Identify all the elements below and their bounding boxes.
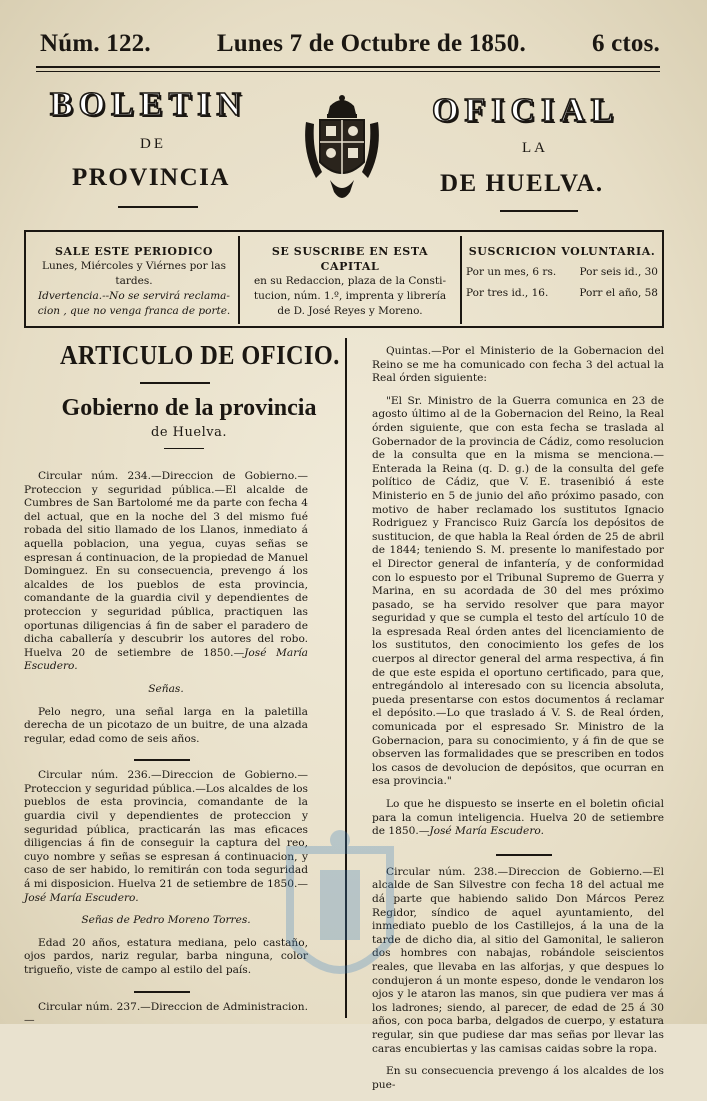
paragraph: Edad 20 años, estatura mediana, pelo castaño, ojos pardos, nariz regular, barba ninguna, color trigueño, viste de campo al estilo del país. — [24, 936, 308, 976]
article-subtitle: de Huelva. — [151, 425, 227, 440]
info-periodicity: SALE ESTE PERIODICO Lunes, Miércoles y Viérnes por las tardes. Idvertencia.--No se servirá reclama- cion , que no venga franca de porte. — [37, 245, 231, 317]
issue-price: 6 ctos. — [591, 30, 660, 57]
title-la: LA — [522, 140, 548, 156]
archive-watermark-icon — [270, 820, 410, 1010]
issue-date: Lunes 7 de Octubre de 1850. — [216, 30, 526, 57]
title-underline-right — [500, 210, 578, 212]
article-title: Gobierno de la provincia — [61, 395, 317, 421]
masthead-rule-thin — [36, 71, 660, 72]
title-boletin: BOLETIN — [50, 86, 247, 123]
masthead-rule — [36, 66, 660, 68]
title-de-huelva: DE HUELVA. — [440, 170, 604, 197]
info-subscribe-capital: SE SUSCRIBE EN ESTA CAPITAL en su Redaccion, plaza de la Consti- tucion, núm. 1.º, imprenta y librería de D. José Reyes y Moreno. — [253, 245, 447, 317]
section-heading: ARTICULO DE OFICIO. — [60, 340, 340, 370]
price-row: Por tres id., 16. Porr el año, 58 — [466, 287, 658, 299]
title-provincia: PROVINCIA — [72, 164, 230, 191]
left-column-text — [24, 470, 308, 1037]
ornament-rule — [140, 382, 210, 384]
masthead — [40, 30, 660, 58]
royal-crest-icon — [300, 92, 384, 206]
paragraph: Circular núm. 234.—Direccion de Gobierno.—Proteccion y seguridad pública.—El alcalde de Cumbres de San Bartolomé me da parte con fecha 4 del actual, que en la noche del 3 del mismo fué robada del sitio llamado de los Llanos, inmediato á aquella poblacion, una yegua, cuyas señas se espresan á continuacion, de la propiedad de Manuel Dominguez. En su consecuencia, prevengo á los alcaldes de los pueblos de esta provincia, comandante de la guardia civil y dependientes de proteccion y seguridad pública, practiquen las oportunas diligencias á fin de saber el paradero de dicha caballería y descubrir los autores del robo. Huelva 20 de setiembre de 1850.—José María Escudero. — [24, 470, 308, 673]
paragraph: En su consecuencia prevengo á los alcaldes de los pue- — [372, 1065, 664, 1091]
issue-number: Núm. 122. — [40, 30, 151, 57]
info-voluntary-subscription: SUSCRICION VOLUNTARIA. Por un mes, 6 rs. Por seis id., 30 Por tres id., 16. Porr el año, 58 — [466, 245, 658, 299]
separator — [24, 987, 308, 1001]
paragraph: "El Sr. Ministro de la Guerra comunica en 23 de agosto último al de la Gobernacion del Reino, la Real órden siguiente, que con esta fecha se traslada al Gobernador de la provincia de Cádiz, como resolucion de la consulta que en la misma se menciona.—Enterada la Reina (q. D. g.) de la consulta del gefe político de Cádiz, que V. E. trasenibió á este Ministerio en 5 de junio del año próximo pasado, con motivo de haber reclamado los sustitutos Ignacio Rodriguez y Francisco Ruiz García los depósitos de sustitucion, de que habla la Real órden de 25 de abril de 1844; teniendo S. M. presente lo manifestado por el Director general de infantería, y de conformidad con lo espuesto por el Tribunal Supremo de Guerra y Marina, en su acordada de 30 del mes próximo pasado, se ha servido resolver que para mayor seguridad y que se cumpla el testo del artículo 10 de la espresada Real órden antes del licenciamiento de los sustitutos, den conocimiento los gefes de los cuerpos al director general del arma respectiva, á fin de que este espida el oportuno certificado, para que, entregándolo al interesado con su licencia absoluta, pueda presentarse con estos documentos á reclamar el depósito.—Lo que traslado á V. S. de Real órden, comunicada por el espresado Sr. Ministro de la Gobernacion, para su conocimiento, y á fin de que se observen las formalidades que se prescriben en todos los casos de devolucion de depósitos, que ocurran en esa provincia." — [372, 394, 664, 788]
title-oficial: OFICIAL — [432, 92, 620, 129]
right-column-text — [372, 345, 664, 1101]
paragraph: Quintas.—Por el Ministerio de la Gobernacion del Reino se me ha comunicado con fecha 3 del actual la Real órden siguiente: — [372, 345, 664, 385]
paragraph: Circular núm. 236.—Direccion de Gobierno.—Proteccion y seguridad pública.—Los alcaldes de los pueblos de esta provincia, comandante de la guardia civil y dependientes de proteccion y seguridad pública, practicarán las mas eficaces diligencias á fin de conseguir la captura del reo, cuyo nombre y señas se espresan á continuacion, y caso de ser habido, lo remitirán con toda seguridad á mi disposicion. Huelva 21 de setiembre de 1850.—José María Escudero. — [24, 769, 308, 904]
heading-senas: Señas. — [148, 682, 184, 695]
title-underline-left — [118, 206, 198, 208]
paragraph: Pelo negro, una señal larga en la paletilla derecha de un picotazo de un buitre, de una alzada regular, edad como de seis años. — [24, 705, 308, 745]
ornament-rule-small — [164, 448, 204, 449]
price-row: Por un mes, 6 rs. Por seis id., 30 — [466, 266, 658, 278]
paragraph: Lo que he dispuesto se inserte en el boletin oficial para la comun inteligencia. Huelva 20 de setiembre de 1850.—José María Escudero. — [372, 798, 664, 838]
paragraph: Circular núm. 238.—Direccion de Gobierno.—El alcalde de San Silvestre con fecha 18 del actual me dá parte que habiendo salido Don Márcos Perez Regidor, síndico de aquel ayuntamiento, del inmediato pueblo de los Castillejos, á la una de la tarde de dicho dia, al sitio del Gamonital, le salieron dos hombres con nabajas, robándole seiscientos reales, que llevaba en las alforjas, y que despues lo condujeron á un monte espeso, donde le vendaron los ojos y le ataron las manos, sin que pudiera ver mas á los ladrones; siendo, al parecer, de edad de 25 á 30 años, con poca barba, delgados de cuerpo, y estatura regular, sin que pudiese dar mas señas por llevar las caras encubiertas y las camisas caidas sobre la ropa. — [372, 865, 664, 1055]
separator — [372, 848, 664, 866]
paragraph: Circular núm. 237.—Direccion de Administracion.— — [24, 1000, 308, 1027]
heading-senas-reo: Señas de Pedro Moreno Torres. — [81, 914, 251, 927]
separator — [24, 755, 308, 769]
info-divider-2 — [460, 236, 462, 324]
info-divider-1 — [238, 236, 240, 324]
title-de: DE — [140, 136, 166, 152]
subscription-info-box — [24, 230, 664, 328]
